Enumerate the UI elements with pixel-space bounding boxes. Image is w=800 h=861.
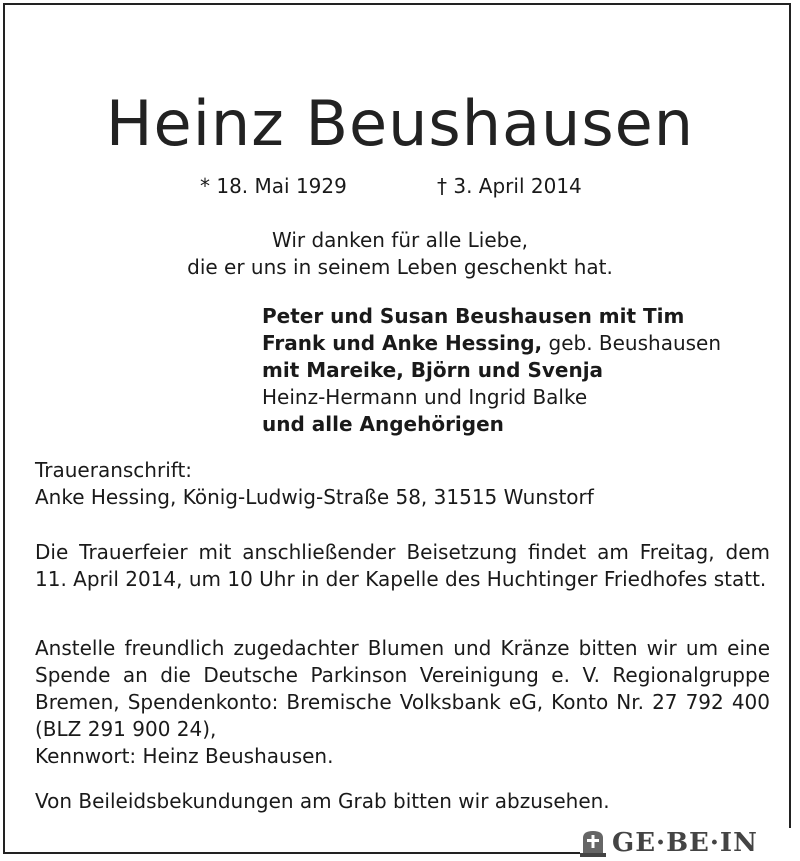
family-line-3: mit Mareike, Björn und Svenja [262,358,604,382]
thanks-text [0,227,800,281]
thanks-line-1: Wir danken für alle Liebe, [272,228,528,252]
family-line-1: Peter und Susan Beushausen mit Tim [262,304,685,328]
family-line-4: Heinz-Hermann und Ingrid Balke [262,385,588,409]
family-line-5: und alle Angehörigen [262,412,504,436]
donation-block [35,635,770,770]
publisher-logo [580,828,792,858]
family-line-2 [262,330,721,357]
family-signatures [262,303,721,438]
birth-date: * 18. Mai 1929 [200,174,347,198]
address-label: Traueranschrift: [35,458,193,482]
gravestone-icon [580,829,606,857]
thanks-line-2: die er uns in seinem Leben geschenkt hat. [187,255,613,279]
logo-text: GE·BE·IN [612,828,758,858]
condolence-text: Von Beileidsbekundungen am Grab bitten wir abzusehen. [35,789,610,813]
family-line-2-names: Frank und Anke Hessing, [262,331,543,355]
address-value: Anke Hessing, König-Ludwig-Straße 58, 31515 Wunstorf [35,485,594,509]
donation-keyword: Kennwort: Heinz Beushausen. [35,744,334,768]
deceased-name: Heinz Beushausen [105,87,695,160]
death-date: † 3. April 2014 [437,174,582,198]
family-line-2-maiden: geb. Beushausen [542,331,722,355]
address-block [35,457,770,511]
ceremony-text: Die Trauerfeier mit anschließender Beisetzung findet am Freitag, dem 11. April 2014, um 10 Uhr in der Kapelle des Huchtinger Friedhofes statt. [35,540,770,591]
donation-text: Anstelle freundlich zugedachter Blumen und Kränze bitten wir um eine Spende an die Deutsche Parkinson Vereinigung e. V. Regionalgruppe Bremen, Spendenkonto: Bremische Volksbank eG, Konto Nr. 27 792 400 (BLZ 291 900 24), [35,636,770,741]
